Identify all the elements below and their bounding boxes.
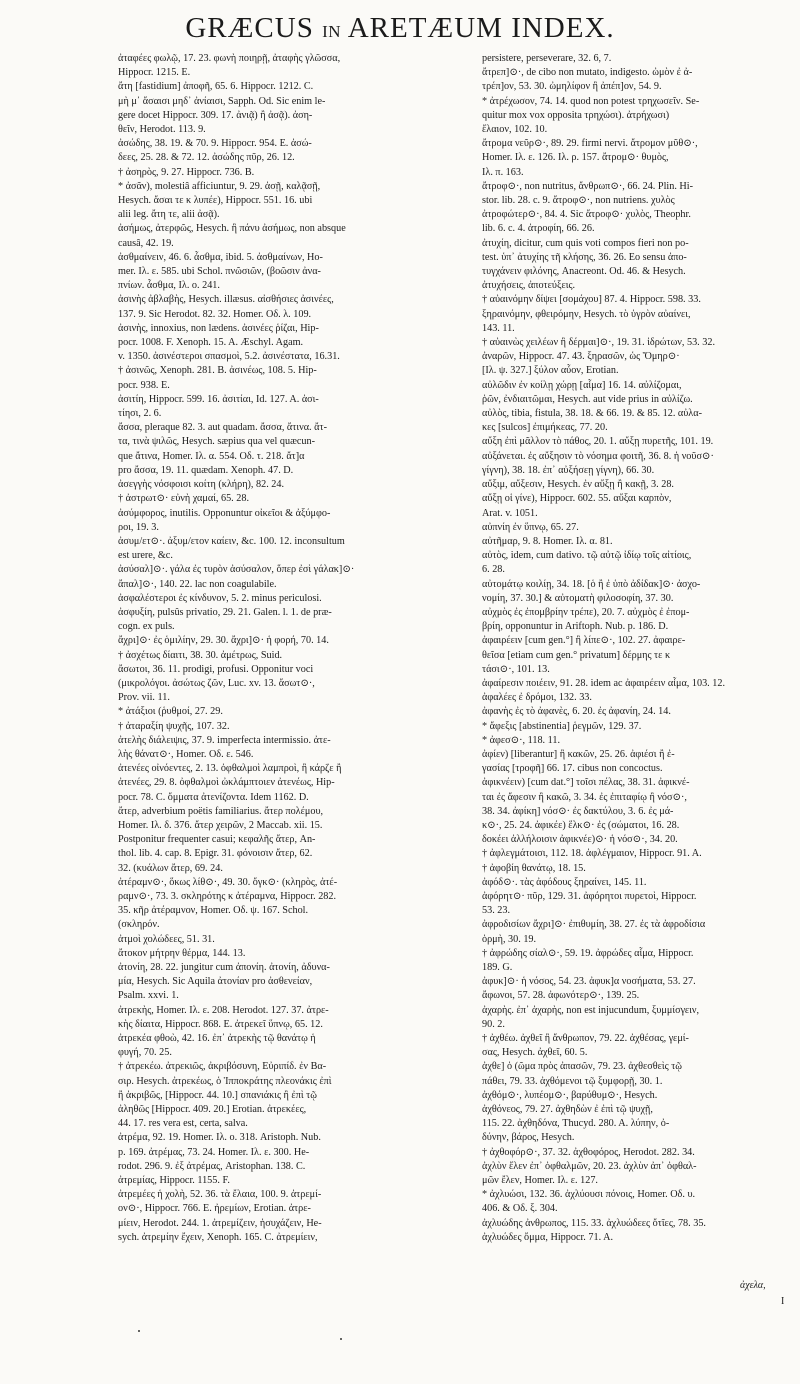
index-line: ἄτροφ⊙·, non nutritus, ἄνθρωπ⊙·, 66. 24. Plin. Hi- xyxy=(482,180,693,192)
index-line: τρέπ]ον, 53. 30. ὠμηλίφον ἢ ἀπέπ]ον, 54. 9. xyxy=(482,81,662,93)
index-line: τάσι⊙·, 101. 13. xyxy=(482,663,550,675)
index-line: ὁρμὴ, 30. 19. xyxy=(482,933,537,945)
index-line: 143. 11. xyxy=(482,322,515,334)
index-line: αὔξιμ, αὔξεσιν, Hesych. ἐν αὔξῃ ἢ κακῇ, 3. 28. xyxy=(482,479,674,491)
index-line: 32. (κυάλων ἄτερ, 69. 24. xyxy=(118,862,223,874)
index-line: ἀφίεν) [liberantur] ἢ κακῶν, 25. 26. ἀφιέσι ἢ ἐ- xyxy=(482,748,675,760)
index-line: ἀσθμαίνειν, 46. 6. ἆσθμα, ibid. 5. ἀσθμαίνων, Ho- xyxy=(118,251,323,263)
index-line: ἀφανὴς ἐς τὸ ἀφανὲς, 6. 20. ἐς ἀφανίη, 24. 14. xyxy=(482,706,671,718)
index-line: αὐλῶδιν ἐν κοίλῃ χώρῃ [αἷμα] 16. 14. αὐλίζομαι, xyxy=(482,379,682,391)
index-line: Ιλ. π. 163. xyxy=(482,166,524,178)
index-line: ἀφαιρέειν [cum gen.°] ἢ λίπε⊙·, 102. 27. ἀφαιρε- xyxy=(482,635,686,647)
index-line: ξηραινόμην, φθειρόμην, Hesych. τὸ ὑγρὸν αὐαίνει, xyxy=(482,308,691,320)
index-line: ἀτενέες, 29. 8. ὀφθαλμοὶ ὠκλάμπτοιεν ἀτενέως, Hip- xyxy=(118,777,335,789)
index-line: ἀσύμφορος, inutilis. Opponuntur οἰκεῖοι & ἀξύμφο- xyxy=(118,507,331,519)
index-line: † ἀφοβίη θανάτῳ, 18. 15. xyxy=(482,862,586,874)
index-line: * ἀτρέχωσον, 74. 14. quod non potest τρηχωσεῖν. Se- xyxy=(482,95,700,107)
index-line: cogn. ex puls. xyxy=(118,621,175,633)
index-line: ἀτρεκὴς, Homer. Ιλ. ε. 208. Herodot. 127. 37. ἀτρε- xyxy=(118,1004,329,1016)
index-line: ἀσεγγὴς νόσφοισι κοίτη (κλήρη), 82. 24. xyxy=(118,479,285,491)
index-line: † ἀτρεκέω. ἀτρεκιῶς, ἀκριβόσυνη, Εὐριπίδ. ἐν Βα- xyxy=(118,1061,327,1073)
index-line: φυγή, 70. 25. xyxy=(118,1047,172,1059)
index-line: ἀτροφώτερ⊙·, 84. 4. Sic ἄτροφ⊙· χυλὸς, Theophr. xyxy=(482,209,691,221)
index-line: ἀσύσαλ]⊙·. γάλα ἐς τυρὸν ἀσύσαλον, ὅπερ ἐσὶ γάλακ]⊙· xyxy=(118,564,355,576)
index-line: ἢ ἀκριβῶς, [Hippocr. 44. 10.] σπανιάκις ἢ ἐπὶ τῷ xyxy=(118,1089,317,1101)
index-line: ἀχλυώδης ἀνθρωπος, 115. 33. ἀχλυώδεες ὄτῖες, 78. 35. xyxy=(482,1217,706,1229)
index-line: 137. 9. Sic Herodot. 82. 32. Homer. Οδ. λ. 109. xyxy=(118,308,312,320)
index-line: Postponitur frequenter casui; κεφαλῆς ἄτερ, An- xyxy=(118,834,316,846)
index-line: δοκέει ἀλλήλοισιν ἀφικνέε)⊙· ἡ νόσ⊙·, 34. 20. xyxy=(482,834,678,846)
index-line: est urere, &c. xyxy=(118,550,173,562)
index-line: Arat. v. 1051. xyxy=(482,507,538,519)
index-line: 53. 23. xyxy=(482,905,511,917)
index-line: ἀταφέες φωλῷ, 17. 23. φωνὴ ποιηρῇ, ἀταφὴς γλῶσσα, xyxy=(118,53,341,64)
index-line: τυγχάνειν φιλόνης, Anacreont. Od. 46. & Hesych. xyxy=(482,266,686,278)
index-line: ἀχθόμ⊙·, λυπέομ⊙·, βαρύθυμ⊙·, Hesych. xyxy=(482,1089,658,1101)
index-line: alii leg. ἄτη τε, alii ἀσᾷ). xyxy=(118,209,220,221)
index-line: stor. lib. 28. c. 9. ἄτροφ⊙·, non nutriens. χυλὸς xyxy=(482,195,675,207)
index-line: 35. κῆρ ἀτέραμνον, Homer. Οδ. ψ. 167. Schol. xyxy=(118,905,309,917)
index-line: Psalm. xxvi. 1. xyxy=(118,990,179,1002)
index-line: ἄπαλ]⊙·, 140. 22. lac non coagulabile. xyxy=(118,578,277,590)
index-line: αὔξη ἐπὶ μᾶλλον τὸ πάθος, 20. 1. αὔξῃ πυρετῆς, 101. 19. xyxy=(482,436,714,448)
index-line: γίγνη), 38. 18. ἐπ᾽ αὐξήσεῃ γίγνη), 66. 30. xyxy=(482,464,655,476)
index-line: persistere, perseverare, 32. 6, 7. xyxy=(482,53,612,64)
index-line: αὐξάνεται. ἐς αὔξησιν τὸ νόσημα φοιτῆ, 36. 8. ἡ νοῦσ⊙· xyxy=(482,450,714,462)
index-line: ἀσώδης, 38. 19. & 70. 9. Hippocr. 954. E. ἀσώ- xyxy=(118,138,312,150)
index-line: thol. lib. 4. cap. 8. Epigr. 31. φόνοισιν ἄτερ, 62. xyxy=(118,848,313,860)
index-line: p. 169. ἀτρέμας, 73. 24. Homer. Ιλ. ε. 300. He- xyxy=(118,1146,310,1158)
index-line: gere docet Hippocr. 309. 17. ἀνιᾷ) ἢ ἀσᾷ). ἀση- xyxy=(118,109,313,121)
index-line: pocr. 938. E. xyxy=(118,379,170,391)
index-line: λὴς θάνατ⊙·, Homer. Οδ. ε. 546. xyxy=(118,748,254,760)
print-speck xyxy=(138,1330,140,1332)
index-line: pocr. 1008. F. Xenoph. 15. A. Æschyl. Agam. xyxy=(118,337,304,349)
index-line: † ἀσηρὸς, 9. 27. Hippocr. 736. B. xyxy=(118,166,255,178)
index-line: rodot. 296. 9. ἐξ ἀτρέμας, Aristophan. 138. C. xyxy=(118,1160,306,1172)
index-line: θεῖν, Herodot. 113. 9. xyxy=(118,124,206,136)
index-line: * ἀσᾶν), molestiâ afficiuntur, 9. 29. ἀσῇ, καλᾷσῇ, xyxy=(118,180,321,192)
index-line: ἀληθῶς [Hippocr. 409. 20.] Erotian. ἀτρεκέες, xyxy=(118,1104,307,1116)
print-speck xyxy=(340,1338,342,1340)
index-line: quitur mox vox opposita τρηχώσι). ἀτρήχωσι) xyxy=(482,109,670,121)
index-line: ἀτρεκέα φθοὼ, 42. 16. ἐπ᾽ ἀτρεκὴς τῷ θανάτῳ ἡ xyxy=(118,1033,316,1045)
index-line: αὐτὸς, idem, cum dativo. τῷ αὐτῷ ἰδίῳ τοῖς αἰτίοις, xyxy=(482,550,692,562)
index-line: ον⊙·, Hippocr. 766. E. ἠρεμίων, Erotian. ἀτρε- xyxy=(118,1203,311,1215)
index-line: ἄχρι]⊙· ἐς ὁμιλίην, 29. 30. ἄχρι]⊙· ἡ φορή, 70. 14. xyxy=(118,635,329,647)
index-line: ἀσιτίη, Hippocr. 599. 16. ἀσιτίαι, Id. 127. A. ἀσι- xyxy=(118,393,319,405)
index-line: ἀτελὴς διάλειψις, 37. 9. imperfecta intermissio. ἀτε- xyxy=(118,734,331,746)
index-line: 44. 17. res vera est, certa, salva. xyxy=(118,1118,248,1130)
index-line: βρίη, opponuntur in Ariftoph. Nub. p. 186. D. xyxy=(482,621,669,633)
index-line: ἀτμοὶ χολώδεες, 51. 31. xyxy=(118,933,215,945)
left-column xyxy=(118,52,474,1245)
index-line: ἄσωτοι, 36. 11. prodigi, profusi. Opponitur voci xyxy=(118,663,314,675)
index-line: ἀσφυξίη, pulsûs privatio, 29. 21. Galen. l. 1. de præ- xyxy=(118,606,332,618)
index-line: σιρ. Hesych. ἀτρεκέως, ὁ Ἱπποκράτης πλεονάκις ἐπὶ xyxy=(118,1075,332,1087)
index-line: † αὐαινόμην δίψει [σομάχου] 87. 4. Hippocr. 598. 33. xyxy=(482,294,701,306)
index-line: 406. & Οδ. ξ. 304. xyxy=(482,1203,558,1215)
index-line: αὐτομάτῳ κοιλίῃ, 34. 18. [ὁ ἢ ἐ ὑπὸ ἀδίδακ]⊙· ἀσχο- xyxy=(482,578,701,590)
index-line: ἀτρέμα, 92. 19. Homer. Ιλ. ο. 318. Aristoph. Nub. xyxy=(118,1132,321,1144)
index-line: † ἀστρωτ⊙· εὐνὴ χαμαί, 65. 28. xyxy=(118,493,250,505)
index-line: ἀφικνέειν) [cum dat.°] τοῖσι πέλας, 38. 31. ἀφικνέ- xyxy=(482,777,690,789)
index-line: θεῖσα [etiam cum gen.° privatum] δέρμης τε κ xyxy=(482,649,671,661)
index-line: * ἀτάξιοι (ῥυθμοί, 27. 29. xyxy=(118,706,223,718)
index-line: ἄτη [fastidium] ἀποφῆ, 65. 6. Hippocr. 1212. C. xyxy=(118,81,314,93)
index-line: * ἀχλυώσι, 132. 36. ἀχλύουσι πόνοις, Homer. Οδ. υ. xyxy=(482,1189,696,1201)
index-line: ἄφωνοι, 57. 28. ἀφωνότερ⊙·, 139. 25. xyxy=(482,990,640,1002)
index-line: ἀσήμως, ἀτερφῶς, Hesych. ἢ πάνυ ἀσήμως, non absque xyxy=(118,223,346,235)
index-line: δύνην, βάρος, Hesych. xyxy=(482,1132,575,1144)
index-line: 115. 22. ἀχθηδόνα, Thucyd. 280. A. λύπην, ὀ- xyxy=(482,1118,670,1130)
index-line: † ἀφρώδης σίαλ⊙·, 59. 19. ἀφρώδες αἷμα, Hippocr. xyxy=(482,947,694,959)
index-line: μὴ μ᾽ ἄσαισι μηδ᾽ ἀνίαισι, Sapph. Od. Sic enim le- xyxy=(118,95,326,107)
index-line: πνίων. ἆσθμα, Ιλ. ο. 241. xyxy=(118,280,220,292)
index-line: τα, τινὰ ψιλῶς, Hesych. sæpius qua vel quæcun- xyxy=(118,436,316,448)
index-line: ἀχαρὴς. ἐπ᾽ ἀχαρὴς, non est injucundum, ξυμμίσγειν, xyxy=(482,1004,700,1016)
index-line: Homer. Ιλ. δ. 376. ἄτερ χειρῶν, 2 Maccab. xii. 15. xyxy=(118,819,323,831)
index-line: causâ, 42. 19. xyxy=(118,237,174,249)
index-line: αὐλὸς, tibia, fistula, 38. 18. & 66. 19. & 85. 12. αὐλα- xyxy=(482,408,702,420)
catchword: ἀχελα, xyxy=(740,1280,766,1291)
index-line: ἀφαίρεσιν ποιέειν, 91. 28. idem ac ἀφαιρέειν αἷμα, 103. 12. xyxy=(482,677,725,689)
index-line: que ἄτινα, Homer. Ιλ. α. 554. Οδ. τ. 218. ἄτ]α xyxy=(118,450,305,462)
index-line: ἀφροδισίων ἄχρι]⊙· ἐπιθυμίη, 38. 27. ἐς τὰ ἀφροδίσια xyxy=(482,919,706,931)
index-line: * ἄφεξις [abstinentia] ῥεγμῶν, 129. 37. xyxy=(482,720,642,732)
index-line: † ἀταραξίη ψυχῆς, 107. 32. xyxy=(118,720,230,732)
index-line: μῶν ἔλεν, Homer. Ιλ. ε. 127. xyxy=(482,1175,598,1187)
page-header xyxy=(0,12,800,45)
index-line: αὔξῃ οἱ γίνε), Hippocr. 602. 55. αὔξαι καρπὸν, xyxy=(482,493,672,505)
index-line: Prov. vii. 11. xyxy=(118,692,170,704)
index-line: ἀναρῶν, Hippocr. 47. 43. ξηρασῶν, ὡς Ὅμηρ⊙· xyxy=(482,351,680,363)
index-line: pro ἄσσα, 19. 11. quædam. Xenoph. 47. D. xyxy=(118,464,294,476)
index-line: 6. 28. xyxy=(482,564,505,576)
index-line: ραμν⊙·, 73. 3. σκληρότης κ ἀτέραμνα, Hippocr. 282. xyxy=(118,890,337,902)
index-line: ῥῶν, ἐνδιαιτῶμαι, Hesych. aut vide prius in αὐλίζω. xyxy=(482,393,693,405)
index-line: † ἀχθοφόρ⊙·, 37. 32. ἀχθοφόρος, Herodot. 282. 34. xyxy=(482,1146,695,1158)
index-line: ἀχλυώδες ὄμμα, Hippocr. 71. A. xyxy=(482,1231,614,1243)
index-line: κὴς δίαιτα, Hippocr. 868. E. ἀτρεκεῖ ὕπνῳ, 65. 12. xyxy=(118,1018,323,1030)
index-line: δεες, 25. 28. & 72. 12. ἀσώδης πῦρ, 26. 12. xyxy=(118,152,295,164)
index-line: ἀτυχίη, dicitur, cum quis voti compos fieri non po- xyxy=(482,237,689,249)
index-line: [Ιλ. ψ. 327.] ξύλον αὖον, Erotian. xyxy=(482,365,619,377)
index-line: ἔλαιον, 102. 10. xyxy=(482,124,548,136)
index-line: † ἀφλεγμάτοισι, 112. 18. ἀφλέγμαιον, Hippocr. 91. A. xyxy=(482,848,702,860)
index-line: test. ὑπ᾽ ἀτυχίης τῆ κλήσης, 36. 26. Eo sensu ἀπο- xyxy=(482,251,687,263)
index-line: Hesych. ἄσαι τε κ λυπέε), Hippocr. 551. 16. ubi xyxy=(118,195,313,207)
index-line: ἄτερ, adverbium poëtis familiarius. ἄτερ πολέμου, xyxy=(118,805,324,817)
index-line: 189. G. xyxy=(482,962,513,973)
index-line: ἀτενέες οἰνόεντες, 2. 13. ὀφθαλμοὶ λαμπροὶ, ἢ κάρζε ἢ xyxy=(118,763,342,775)
header-word-4: INDEX. xyxy=(511,12,615,44)
index-line: κ⊙·, 25. 24. ἀφικέε) ἕλκ⊙· ἐς (σώματοι, 16. 28. xyxy=(482,819,680,831)
index-line: * ἀφεσ⊙·, 118. 11. xyxy=(482,734,561,746)
index-line: Hippocr. 1215. E. xyxy=(118,67,191,79)
index-line: ἀφυκ]⊙· ἡ νόσος, 54. 23. ἀφυκ]α νοσήματα, 53. 27. xyxy=(482,976,696,988)
index-line: pocr. 78. C. ὄμματα ἀτενίζοντα. Idem 1162. D. xyxy=(118,791,309,803)
index-line: ἀχλὺν ἔλεν ἐπ᾽ ὀφθαλμῶν, 20. 23. ἀχλὺν ἀπ᾽ ὀφθαλ- xyxy=(482,1160,697,1172)
index-line: (μικρολόγοι. ἀσώτως ζῶν, Luc. xv. 13. ἄσωτ⊙·, xyxy=(118,677,315,689)
index-line: ἄσσα, pleraque 82. 3. aut quadam. ἄσσα, ἄτινα. ἄτ- xyxy=(118,422,327,434)
signature-mark: I xyxy=(781,1296,785,1307)
index-line: † ἀσινῶς, Xenoph. 281. B. ἀσινέως, 108. 5. Hip- xyxy=(118,365,317,377)
index-line: 38. 34. ἀφίκη] νόσ⊙· ἐς δακτύλου, 3. 6. ἐς μά- xyxy=(482,805,674,817)
index-line: νομίη, 37. 30.] & αὐτοματὴ φιλοσοφίη, 37. 30. xyxy=(482,592,674,604)
index-line: μίειν, Herodot. 244. 1. ἀτρεμίζειν, ἡσυχάζειν, He- xyxy=(118,1217,322,1229)
index-line: σας, Hesych. ἀχθεῖ, 60. 5. xyxy=(482,1047,588,1059)
index-line: ἀτρεμίας, Hippocr. 1155. F. xyxy=(118,1175,230,1187)
index-line: ἀτυχήσεις, ἀποτεύξεις. xyxy=(482,280,576,292)
right-column xyxy=(482,52,800,1245)
index-line: αὐτῆμαρ, 9. 8. Homer. Ιλ. α. 81. xyxy=(482,535,613,547)
index-line: ἀσυμ/ετ⊙·. ἀξυμ/ετον καίειν, &c. 100. 12. inconsultum xyxy=(118,535,345,547)
index-line: ἀτρεμέες ἡ χολὴ, 52. 36. τὰ ἔλαια, 100. 9. ἀτρεμί- xyxy=(118,1189,322,1201)
index-line: ροι, 19. 3. xyxy=(118,521,159,533)
index-line: ἀφόδ⊙·. τὰς ἀφόδους ξηραίνει, 145. 11. xyxy=(482,876,647,888)
header-word-2: IN xyxy=(322,22,342,41)
index-line: ἀτονίη, 28. 22. jungitur cum ἀπονίη. ἀτονίη, ἀδυνα- xyxy=(118,962,330,973)
index-line: (σκληρόν. xyxy=(118,919,160,931)
index-line: ἀχθε] ὁ (ῶμα πρὸς ἀπασῶν, 79. 23. ἀχθεσθεὶς τῷ xyxy=(482,1061,683,1073)
index-line: μία, Hesych. Sic Aquila ἀτονίαν pro ἀσθενείαν, xyxy=(118,976,313,988)
index-line: αὐχμὸς ἐς ἐπομβρίην τρέπε), 20. 7. αὐχμὸς ἐ ἐπομ- xyxy=(482,606,690,618)
index-line: τίησι, 2. 6. xyxy=(118,408,162,420)
index-line: γασίας [τροφῆ] 66. 17. cibus non concoctus. xyxy=(482,763,663,775)
index-line: πάθει, 79. 33. ἀχθόμενοι τῷ ξυμφορῇ, 30. 1. xyxy=(482,1075,663,1087)
index-line: ἀφόρητ⊙· πῦρ, 129. 31. ἀφόρητοι πυρετοὶ, Hippocr. xyxy=(482,890,697,902)
index-line: ἀσινὴς, innoxius, non lædens. ἀσινέες ῥίζαι, Hip- xyxy=(118,322,319,334)
index-line: ἄτρεπ]⊙·, de cibo non mutato, indigesto. ὠμὸν ἐ ἀ- xyxy=(482,67,693,79)
index-line: αὐπνίη ἐν ὕπνῳ, 65. 27. xyxy=(482,521,579,533)
index-line: κες [sulcos] ἐπιμήκεας, 77. 20. xyxy=(482,422,608,434)
index-line: ἀφαλέες ἐ δρόμοι, 132. 33. xyxy=(482,692,592,704)
index-line: sych. ἀτρεμίην ἔχειν, Xenoph. 165. C. ἀτρεμίειν, xyxy=(118,1231,318,1243)
index-line: ἄτρομα νεῦρ⊙·, 89. 29. firmi nervi. ἄτρομον μῦθ⊙·, xyxy=(482,138,698,150)
index-line: ἀσινὴς ἀβλαβὴς, Hesych. illæsus. αἰσθήσιες ἀσινέες, xyxy=(118,294,334,306)
index-line: † αὐαινὼς χειλέων ἢ δέρμαι]⊙·, 19. 31. ἰδρώτων, 53. 32. xyxy=(482,337,716,349)
header-word-3: ARETÆUM xyxy=(347,12,503,44)
index-line: mer. Ιλ. ε. 585. ubi Schol. πνῶσιῶν, (βοῶσιν ἀνα- xyxy=(118,266,321,278)
index-line: † ἀχθέω. ἀχθεῖ ἢ ἄνθρωπον, 79. 22. ἀχθέσας, γεμί- xyxy=(482,1033,689,1045)
index-line: ἀσφαλέστεροι ἐς κίνδυνον, 5. 2. minus periculosi. xyxy=(118,592,322,604)
index-line: v. 1350. ἀσινέστεροι σπασμοὶ, 5.2. ἀσινέστατα, 16.31. xyxy=(118,351,340,363)
index-line: ται ἐς ἄφεσιν ἢ κακῶ, 3. 34. ἐς ἐπιταφίῳ ἢ νόσ⊙·, xyxy=(482,791,687,803)
index-line: ἀτέραμν⊙·, ὅκως λίθ⊙·, 49. 30. ὄγκ⊙· (κληρὸς, ἀτέ- xyxy=(118,876,338,888)
index-line: ἄτοκον μήτρην θέρμα, 144. 13. xyxy=(118,947,246,959)
index-line: ἀχθόνεος, 79. 27. ἀχθηδὼν ἐ ἐπὶ τῷ ψυχῇ, xyxy=(482,1104,653,1116)
index-line: † ἀσχέτως δίαιτι, 38. 30. ἀμέτρως, Suid. xyxy=(118,649,283,661)
index-line: Homer. Ιλ. ε. 126. Ιλ. ρ. 157. ἄτρομ⊙· θυμὸς, xyxy=(482,152,669,164)
index-line: 90. 2. xyxy=(482,1018,505,1030)
header-word-1: GRÆCUS xyxy=(185,12,314,44)
index-line: lib. 6. c. 4. ἀτροφίη, 66. 26. xyxy=(482,223,595,235)
